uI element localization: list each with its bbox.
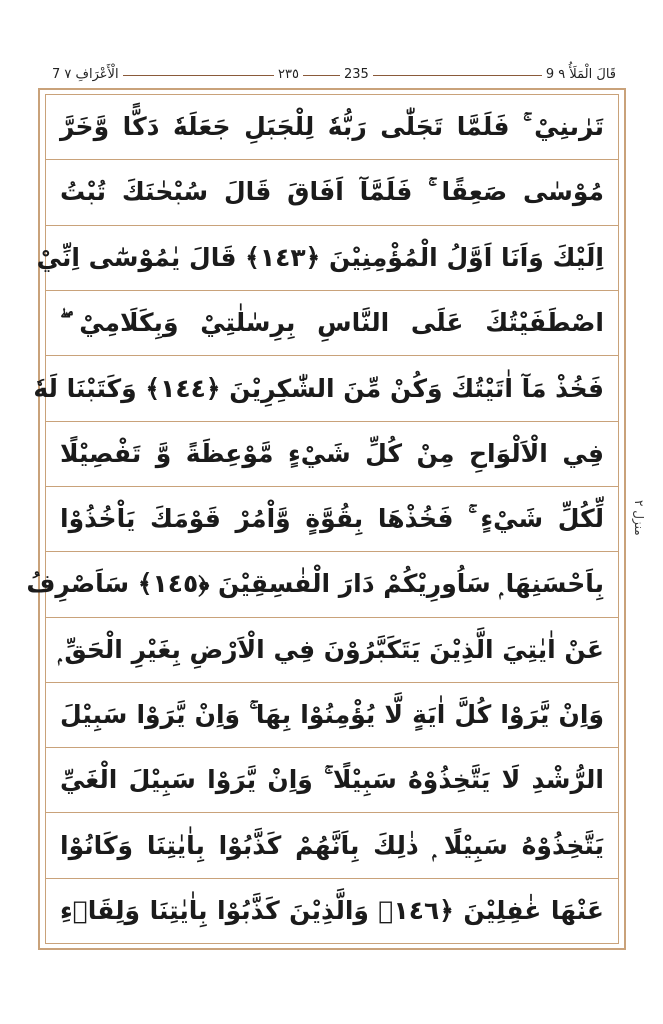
text-line: مُوْسٰى صَعِقًا ۚ فَلَمَّآ اَفَاقَ قَالَ سُبْحٰنَكَ تُبْتُ bbox=[46, 160, 618, 225]
text-line: اصْطَفَيْتُكَ عَلَى النَّاسِ بِرِسٰلٰتِيْ وَبِكَلَامِيْ ۖ bbox=[46, 291, 618, 356]
text-line: لِّكُلِّ شَيْءٍ ۚ فَخُذْهَا بِقُوَّةٍ وَّاْمُرْ قَوْمَكَ يَاْخُذُوْا bbox=[46, 487, 618, 552]
quran-text-block bbox=[26, 95, 618, 943]
page-header bbox=[48, 66, 620, 84]
text-line: عَنْ اٰيٰتِيَ الَّذِيْنَ يَتَكَبَّرُوْنَ فِي الْاَرْضِ بِغَيْرِ الْحَقِّ ۭ bbox=[46, 618, 618, 683]
page-number: 235 bbox=[340, 66, 373, 84]
text-line: عَنْهَا غٰفِلِيْنَ ﴿١٤٦﴾ وَالَّذِيْنَ كَذَّبُوْا بِاٰيٰتِنَا وَلِقَاۗءِ bbox=[60, 896, 604, 926]
surah-label: 7 الْأَعْرَافِ ٧ bbox=[48, 66, 123, 84]
text-line: يَتَّخِذُوْهُ سَبِيْلًا ۭ ذٰلِكَ بِاَنَّهُمْ كَذَّبُوْا بِاٰيٰتِنَا وَكَانُوْا bbox=[46, 813, 618, 878]
text-line: بِاَحْسَنِهَا ۭ سَاُورِيْكُمْ دَارَ الْفٰسِقِيْنَ ﴿١٤٥﴾ سَاَصْرِفُ bbox=[46, 552, 618, 617]
text-line: فَخُذْ مَآ اٰتَيْتُكَ وَكُنْ مِّنَ الشّٰكِرِيْنَ ﴿١٤٤﴾ وَكَتَبْنَا لَهٗ bbox=[46, 356, 618, 421]
manzil-marker: منزل ٢ bbox=[632, 500, 646, 536]
header-rule bbox=[48, 75, 620, 76]
juz-label: 9 قَالَ الْمَلَأُ ٩ bbox=[542, 66, 620, 84]
text-line: وَاِنْ يَّرَوْا كُلَّ اٰيَةٍ لَّا يُؤْمِنُوْا بِهَا ۚ وَاِنْ يَّرَوْا سَبِيْلَ bbox=[46, 683, 618, 748]
text-line: تَرٰىنِيْ ۚ فَلَمَّا تَجَلّٰى رَبُّهٗ لِلْجَبَلِ جَعَلَهٗ دَكًّا وَّخَرَّ bbox=[46, 95, 618, 160]
text-line: اِلَيْكَ وَاَنَا اَوَّلُ الْمُؤْمِنِيْنَ ﴿١٤٣﴾ قَالَ يٰمُوْسٰٓى اِنِّيْ bbox=[46, 226, 618, 291]
text-line: الرُّشْدِ لَا يَتَّخِذُوْهُ سَبِيْلًا ۚ وَاِنْ يَّرَوْا سَبِيْلَ الْغَيِّ bbox=[46, 748, 618, 813]
page-number-arabic: ٢٣٥ bbox=[274, 66, 303, 84]
text-line: فِي الْاَلْوَاحِ مِنْ كُلِّ شَيْءٍ مَّوْعِظَةً وَّ تَفْصِيْلًا bbox=[46, 422, 618, 487]
